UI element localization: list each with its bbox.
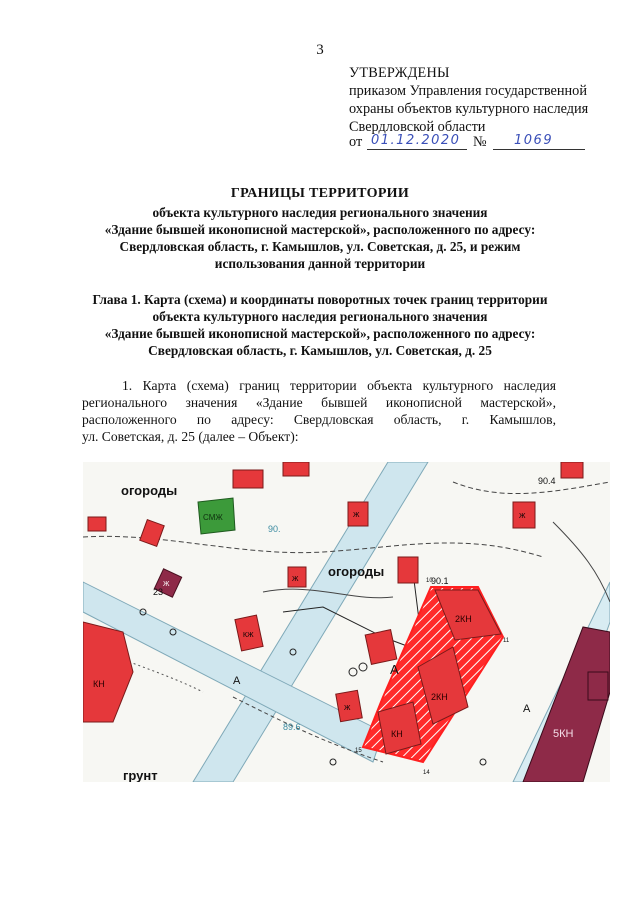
building-kn-low (378, 702, 421, 754)
svg-text:КЖ: КЖ (243, 632, 254, 639)
approval-line-1: приказом Управления государственной (349, 83, 587, 99)
chapter-heading-line-1: Глава 1. Карта (схема) и координаты поворотных точек границ территории (92, 292, 548, 307)
svg-text:А: А (233, 675, 241, 687)
title-line-3: Свердловская область, г. Камышлов, ул. Советская, д. 25, и режим (119, 239, 521, 254)
svg-text:огороды: огороды (328, 564, 385, 579)
svg-text:11: 11 (503, 638, 510, 644)
date-prefix: от (349, 134, 363, 150)
chapter-heading-line-4: Свердловская область, г. Камышлов, ул. Советская, д. 25 (148, 343, 492, 358)
svg-text:Ж: Ж (353, 512, 360, 519)
title-line-2: «Здание бывшей иконописной мастерской», расположенного по адресу: (104, 222, 536, 237)
approval-line-3: Свердловской области (349, 119, 486, 135)
paragraph-line-1: 1. Карта (схема) границ территории объекта культурного наследия (122, 378, 556, 393)
date-underline (367, 149, 467, 150)
svg-text:Ж: Ж (344, 705, 351, 712)
number-prefix: № (473, 134, 487, 150)
handwritten-date: 01.12.2020 (371, 133, 461, 148)
svg-text:23: 23 (153, 587, 164, 597)
label-kn-left: КН (93, 679, 105, 689)
territory-boundary-map (83, 462, 610, 782)
paragraph-line-2: регионального значения «Здание бывшей иконописной мастерской», (82, 395, 556, 410)
svg-text:10: 10 (426, 578, 433, 584)
svg-text:огороды: огороды (121, 483, 178, 498)
svg-text:2КН: 2КН (431, 692, 448, 702)
approval-title: УТВЕРЖДЕНЫ (349, 65, 450, 81)
svg-text:5КН: 5КН (553, 728, 574, 740)
svg-text:грунт: грунт (123, 768, 158, 782)
paragraph-line-4: ул. Советская, д. 25 (далее – Объект): (82, 429, 299, 444)
page-number: 3 (316, 42, 324, 58)
title-line-4: использования данной территории (214, 256, 426, 271)
svg-text:15: 15 (355, 748, 362, 754)
approval-date-row (349, 134, 609, 156)
svg-text:89.6: 89.6 (283, 722, 301, 732)
number-underline (493, 149, 585, 150)
svg-text:90.4: 90.4 (538, 476, 556, 486)
svg-text:14: 14 (423, 770, 430, 776)
svg-text:КН: КН (391, 729, 403, 739)
svg-text:Ж: Ж (163, 581, 170, 588)
svg-text:2КН: 2КН (455, 614, 472, 624)
chapter-heading-line-2: объекта культурного наследия регионального значения (152, 309, 488, 324)
title-line-1: объекта культурного наследия регионального значения (152, 205, 488, 220)
svg-text:90.: 90. (268, 524, 281, 534)
svg-text:А: А (390, 662, 399, 677)
svg-text:Ж: Ж (292, 576, 299, 583)
svg-text:А: А (523, 703, 531, 715)
paragraph-line-3: расположенного по адресу: Свердловская область, г. Камышлов, (82, 412, 556, 427)
svg-text:Ж: Ж (519, 513, 526, 520)
chapter-heading-line-3: «Здание бывшей иконописной мастерской», расположенного по адресу: (104, 326, 536, 341)
approval-line-2: охраны объектов культурного наследия (349, 101, 589, 117)
svg-text:90.1: 90.1 (431, 576, 449, 586)
document-title: ГРАНИЦЫ ТЕРРИТОРИИ (230, 186, 410, 201)
handwritten-number: 1069 (514, 133, 554, 148)
svg-text:СМЖ: СМЖ (203, 513, 223, 522)
